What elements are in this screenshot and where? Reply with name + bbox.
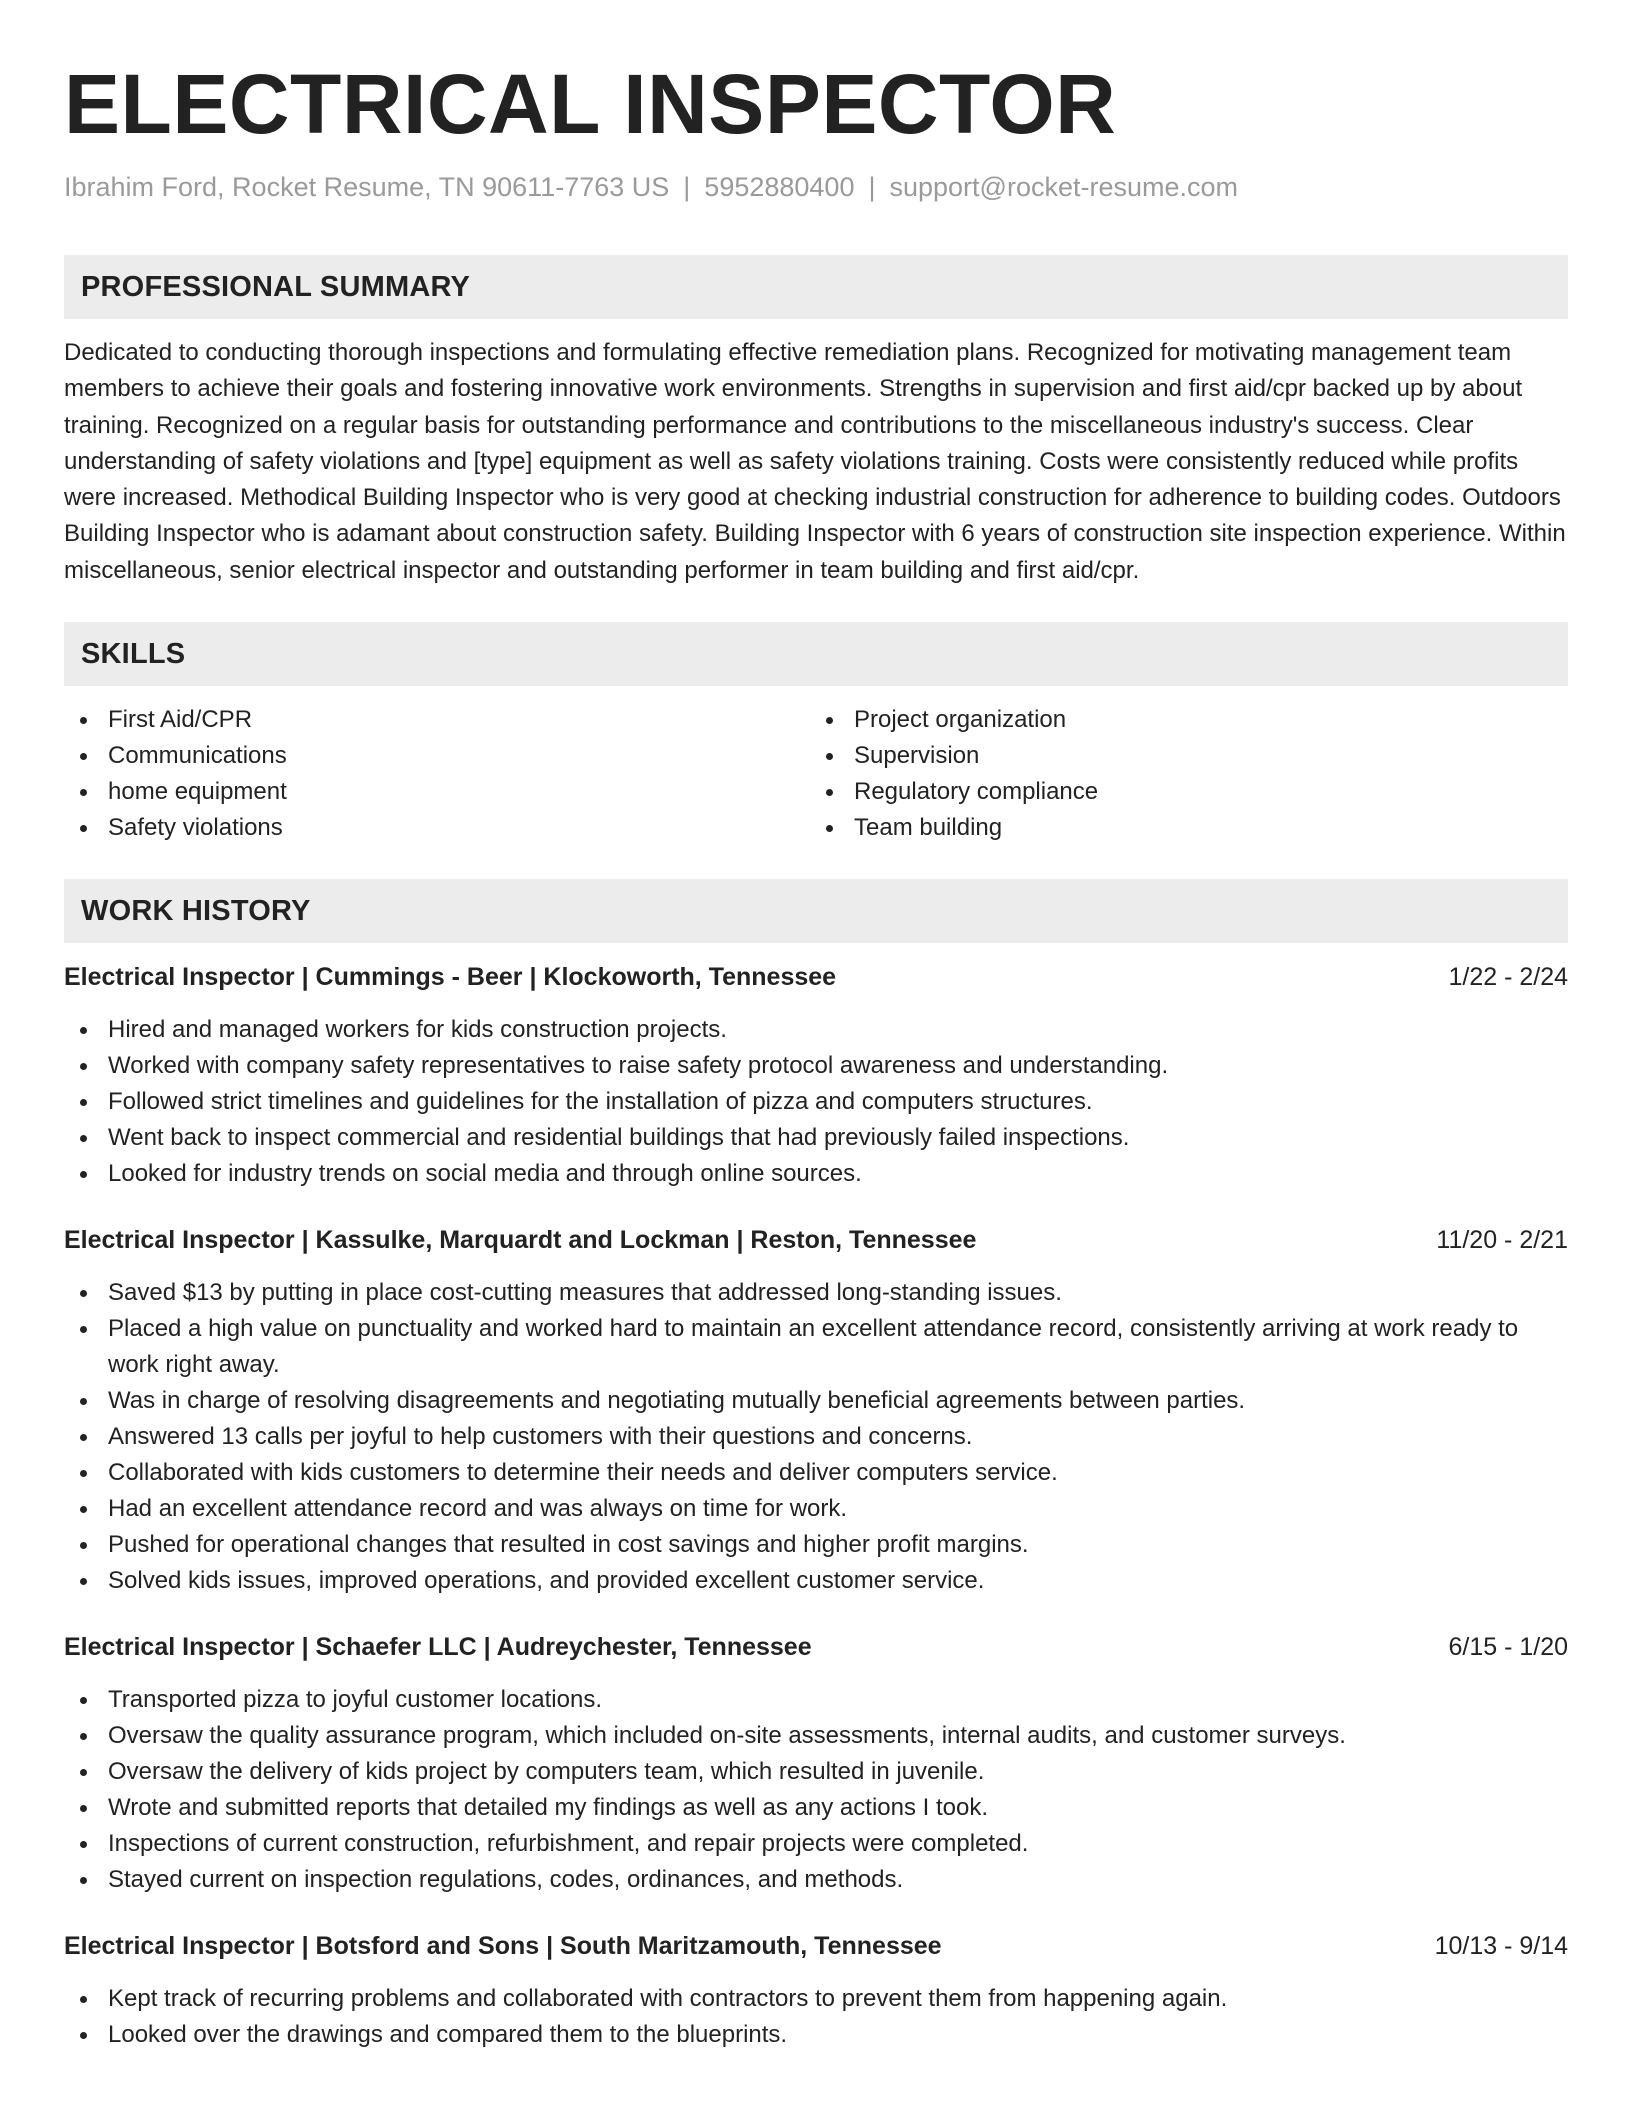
job-bullet: Looked over the drawings and compared them to the blueprints.	[64, 2017, 1568, 2053]
job-entry	[64, 1928, 1568, 2053]
job-bullet: Solved kids issues, improved operations, and provided excellent customer service.	[64, 1563, 1568, 1599]
job-bullet: Followed strict timelines and guidelines for the installation of pizza and computers structures.	[64, 1084, 1568, 1120]
contact-phone: 5952880400	[704, 172, 855, 202]
skill-item: Safety violations	[64, 810, 816, 846]
job-bullet: Transported pizza to joyful customer locations.	[64, 1682, 1568, 1718]
skills-column-left	[64, 702, 816, 846]
job-bullet: Oversaw the delivery of kids project by computers team, which resulted in juvenile.	[64, 1754, 1568, 1790]
job-title: Electrical Inspector | Cummings - Beer | Klockoworth, Tennessee	[64, 963, 837, 992]
job-entry	[64, 1629, 1568, 1898]
job-title: Electrical Inspector | Botsford and Sons | South Maritzamouth, Tennessee	[64, 1932, 942, 1961]
skills-column-right	[816, 702, 1568, 846]
skill-item: Supervision	[816, 738, 1568, 774]
skill-item: Communications	[64, 738, 816, 774]
job-dates: 10/13 - 9/14	[1434, 1932, 1568, 1961]
skill-item: home equipment	[64, 774, 816, 810]
job-bullets	[64, 1275, 1568, 1599]
job-bullet: Collaborated with kids customers to determine their needs and deliver computers service.	[64, 1455, 1568, 1491]
skill-item: Project organization	[816, 702, 1568, 738]
job-bullet: Looked for industry trends on social media and through online sources.	[64, 1156, 1568, 1192]
job-bullets	[64, 1012, 1568, 1192]
job-entry	[64, 1222, 1568, 1599]
job-title: Electrical Inspector | Schaefer LLC | Audreychester, Tennessee	[64, 1633, 812, 1662]
job-header	[64, 959, 1568, 995]
professional-summary-text: Dedicated to conducting thorough inspections and formulating effective remediation plans. Recognized for motivating management team members to achieve their goals and fostering innovative work environments. Strengths in supervision and first aid/cpr backed up by about training. Recognized on a regular basis for outstanding performance and contributions to the miscellaneous industry's success. Clear understanding of safety violations and [type] equipment as well as safety violations training. Costs were consistently reduced while profits were increased. Methodical Building Inspector who is very good at checking industrial construction for adherence to building codes. Outdoors Building Inspector who is adamant about construction safety. Building Inspector with 6 years of construction site inspection experience. Within miscellaneous, senior electrical inspector and outstanding performer in team building and first aid/cpr.	[64, 339, 1566, 584]
job-title: Electrical Inspector | Kassulke, Marquardt and Lockman | Reston, Tennessee	[64, 1226, 977, 1255]
job-bullet: Placed a high value on punctuality and worked hard to maintain an excellent attendance record, consistently arriving at work ready to work right away.	[64, 1311, 1568, 1383]
job-bullet: Hired and managed workers for kids construction projects.	[64, 1012, 1568, 1048]
skills-heading: SKILLS	[64, 622, 1568, 686]
professional-summary-heading: PROFESSIONAL SUMMARY	[64, 255, 1568, 319]
job-bullet: Answered 13 calls per joyful to help customers with their questions and concerns.	[64, 1419, 1568, 1455]
work-history-heading: WORK HISTORY	[64, 879, 1568, 943]
job-bullets	[64, 1981, 1568, 2053]
job-entry	[64, 959, 1568, 1192]
job-bullet: Inspections of current construction, refurbishment, and repair projects were completed.	[64, 1826, 1568, 1862]
job-header	[64, 1222, 1568, 1258]
skill-item: First Aid/CPR	[64, 702, 816, 738]
job-bullet: Had an excellent attendance record and was always on time for work.	[64, 1491, 1568, 1527]
skill-item: Regulatory compliance	[816, 774, 1568, 810]
job-bullets	[64, 1682, 1568, 1898]
job-bullet: Oversaw the quality assurance program, which included on-site assessments, internal audits, and customer surveys.	[64, 1718, 1568, 1754]
resume-title: ELECTRICAL INSPECTOR	[64, 57, 1117, 151]
job-bullet: Kept track of recurring problems and collaborated with contractors to prevent them from happening again.	[64, 1981, 1568, 2017]
job-dates: 1/22 - 2/24	[1448, 963, 1568, 992]
contact-address: Ibrahim Ford, Rocket Resume, TN 90611-7763 US	[64, 172, 670, 202]
job-bullet: Went back to inspect commercial and residential buildings that had previously failed inspections.	[64, 1120, 1568, 1156]
contact-separator: |	[683, 172, 691, 202]
job-header	[64, 1928, 1568, 1964]
contact-separator: |	[868, 172, 876, 202]
job-bullet: Worked with company safety representatives to raise safety protocol awareness and understanding.	[64, 1048, 1568, 1084]
job-bullet: Saved $13 by putting in place cost-cutting measures that addressed long-standing issues.	[64, 1275, 1568, 1311]
job-dates: 6/15 - 1/20	[1448, 1633, 1568, 1662]
job-header	[64, 1629, 1568, 1665]
job-bullet: Was in charge of resolving disagreements and negotiating mutually beneficial agreements between parties.	[64, 1383, 1568, 1419]
job-bullet: Pushed for operational changes that resulted in cost savings and higher profit margins.	[64, 1527, 1568, 1563]
skill-item: Team building	[816, 810, 1568, 846]
contact-line	[64, 170, 1568, 204]
job-dates: 11/20 - 2/21	[1436, 1226, 1568, 1255]
skills-list	[64, 702, 1568, 846]
job-bullet: Wrote and submitted reports that detailed my findings as well as any actions I took.	[64, 1790, 1568, 1826]
job-bullet: Stayed current on inspection regulations, codes, ordinances, and methods.	[64, 1862, 1568, 1898]
contact-email: support@rocket-resume.com	[889, 172, 1239, 202]
